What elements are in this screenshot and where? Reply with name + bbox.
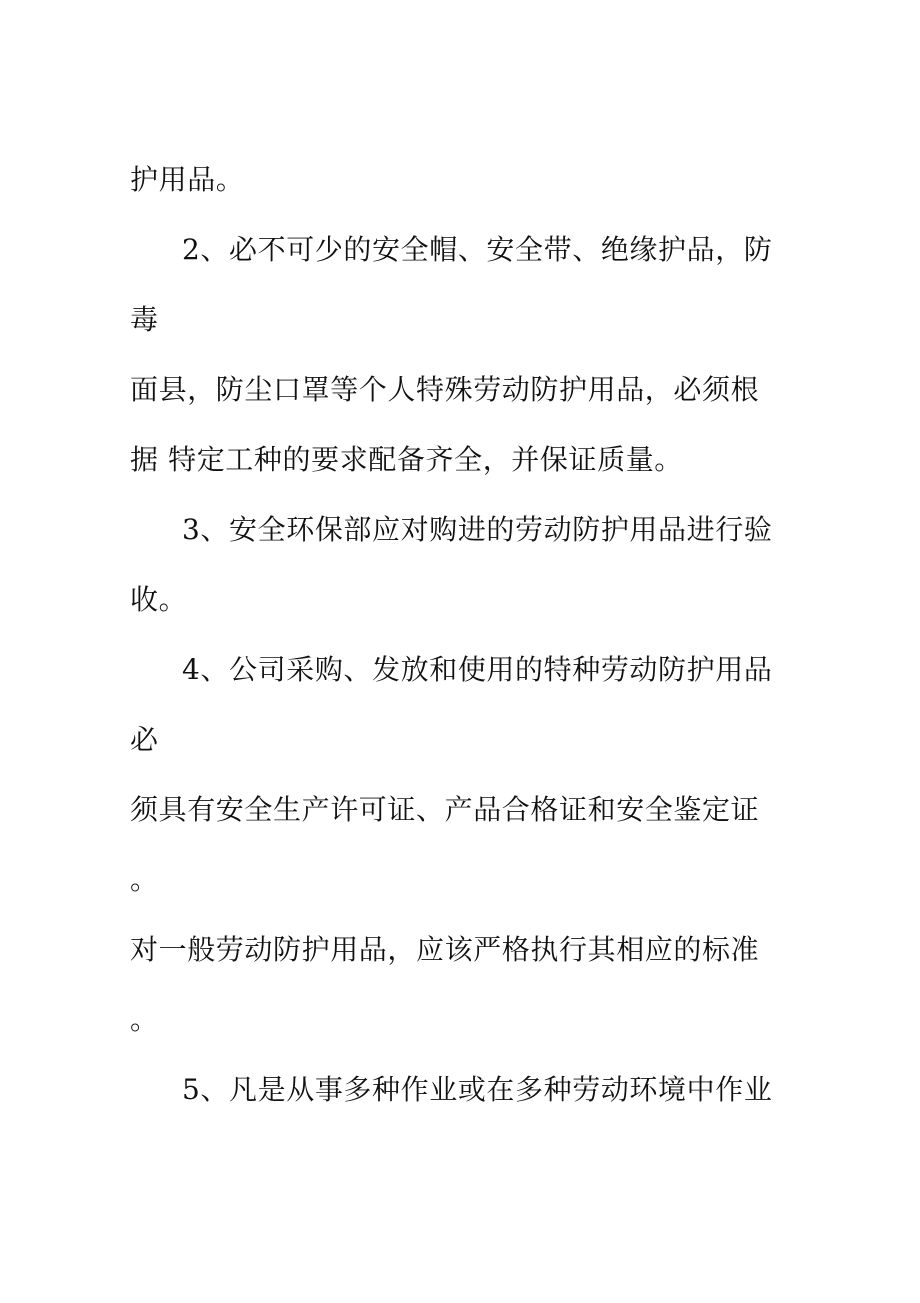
text-line: 收。 (130, 583, 188, 616)
text-line: 。 (130, 863, 159, 896)
text-line: 必 (130, 723, 159, 756)
paragraph-4-line: 4、公司采购、发放和使用的特种劳动防护用品 (182, 653, 773, 686)
paragraph-2-line: 2、必不可少的安全帽、安全带、绝缘护品，防 (182, 233, 773, 266)
text-line: 护用品。 (130, 163, 245, 196)
text-line: 据 特定工种的要求配备齐全，并保证质量。 (130, 443, 683, 476)
paragraph-3-line: 3、安全环保部应对购进的劳动防护用品进行验 (182, 513, 773, 546)
text-line: 毒 (130, 303, 159, 336)
text-line: 须具有安全生产许可证、产品合格证和安全鉴定证 (130, 793, 760, 826)
text-line: 对一般劳动防护用品，应该严格执行其相应的标准 (130, 933, 760, 966)
text-line: 。 (130, 1003, 159, 1036)
paragraph-5-line: 5、凡是从事多种作业或在多种劳动环境中作业 (182, 1073, 773, 1106)
text-line: 面县，防尘口罩等个人特殊劳动防护用品，必须根 (130, 373, 760, 406)
